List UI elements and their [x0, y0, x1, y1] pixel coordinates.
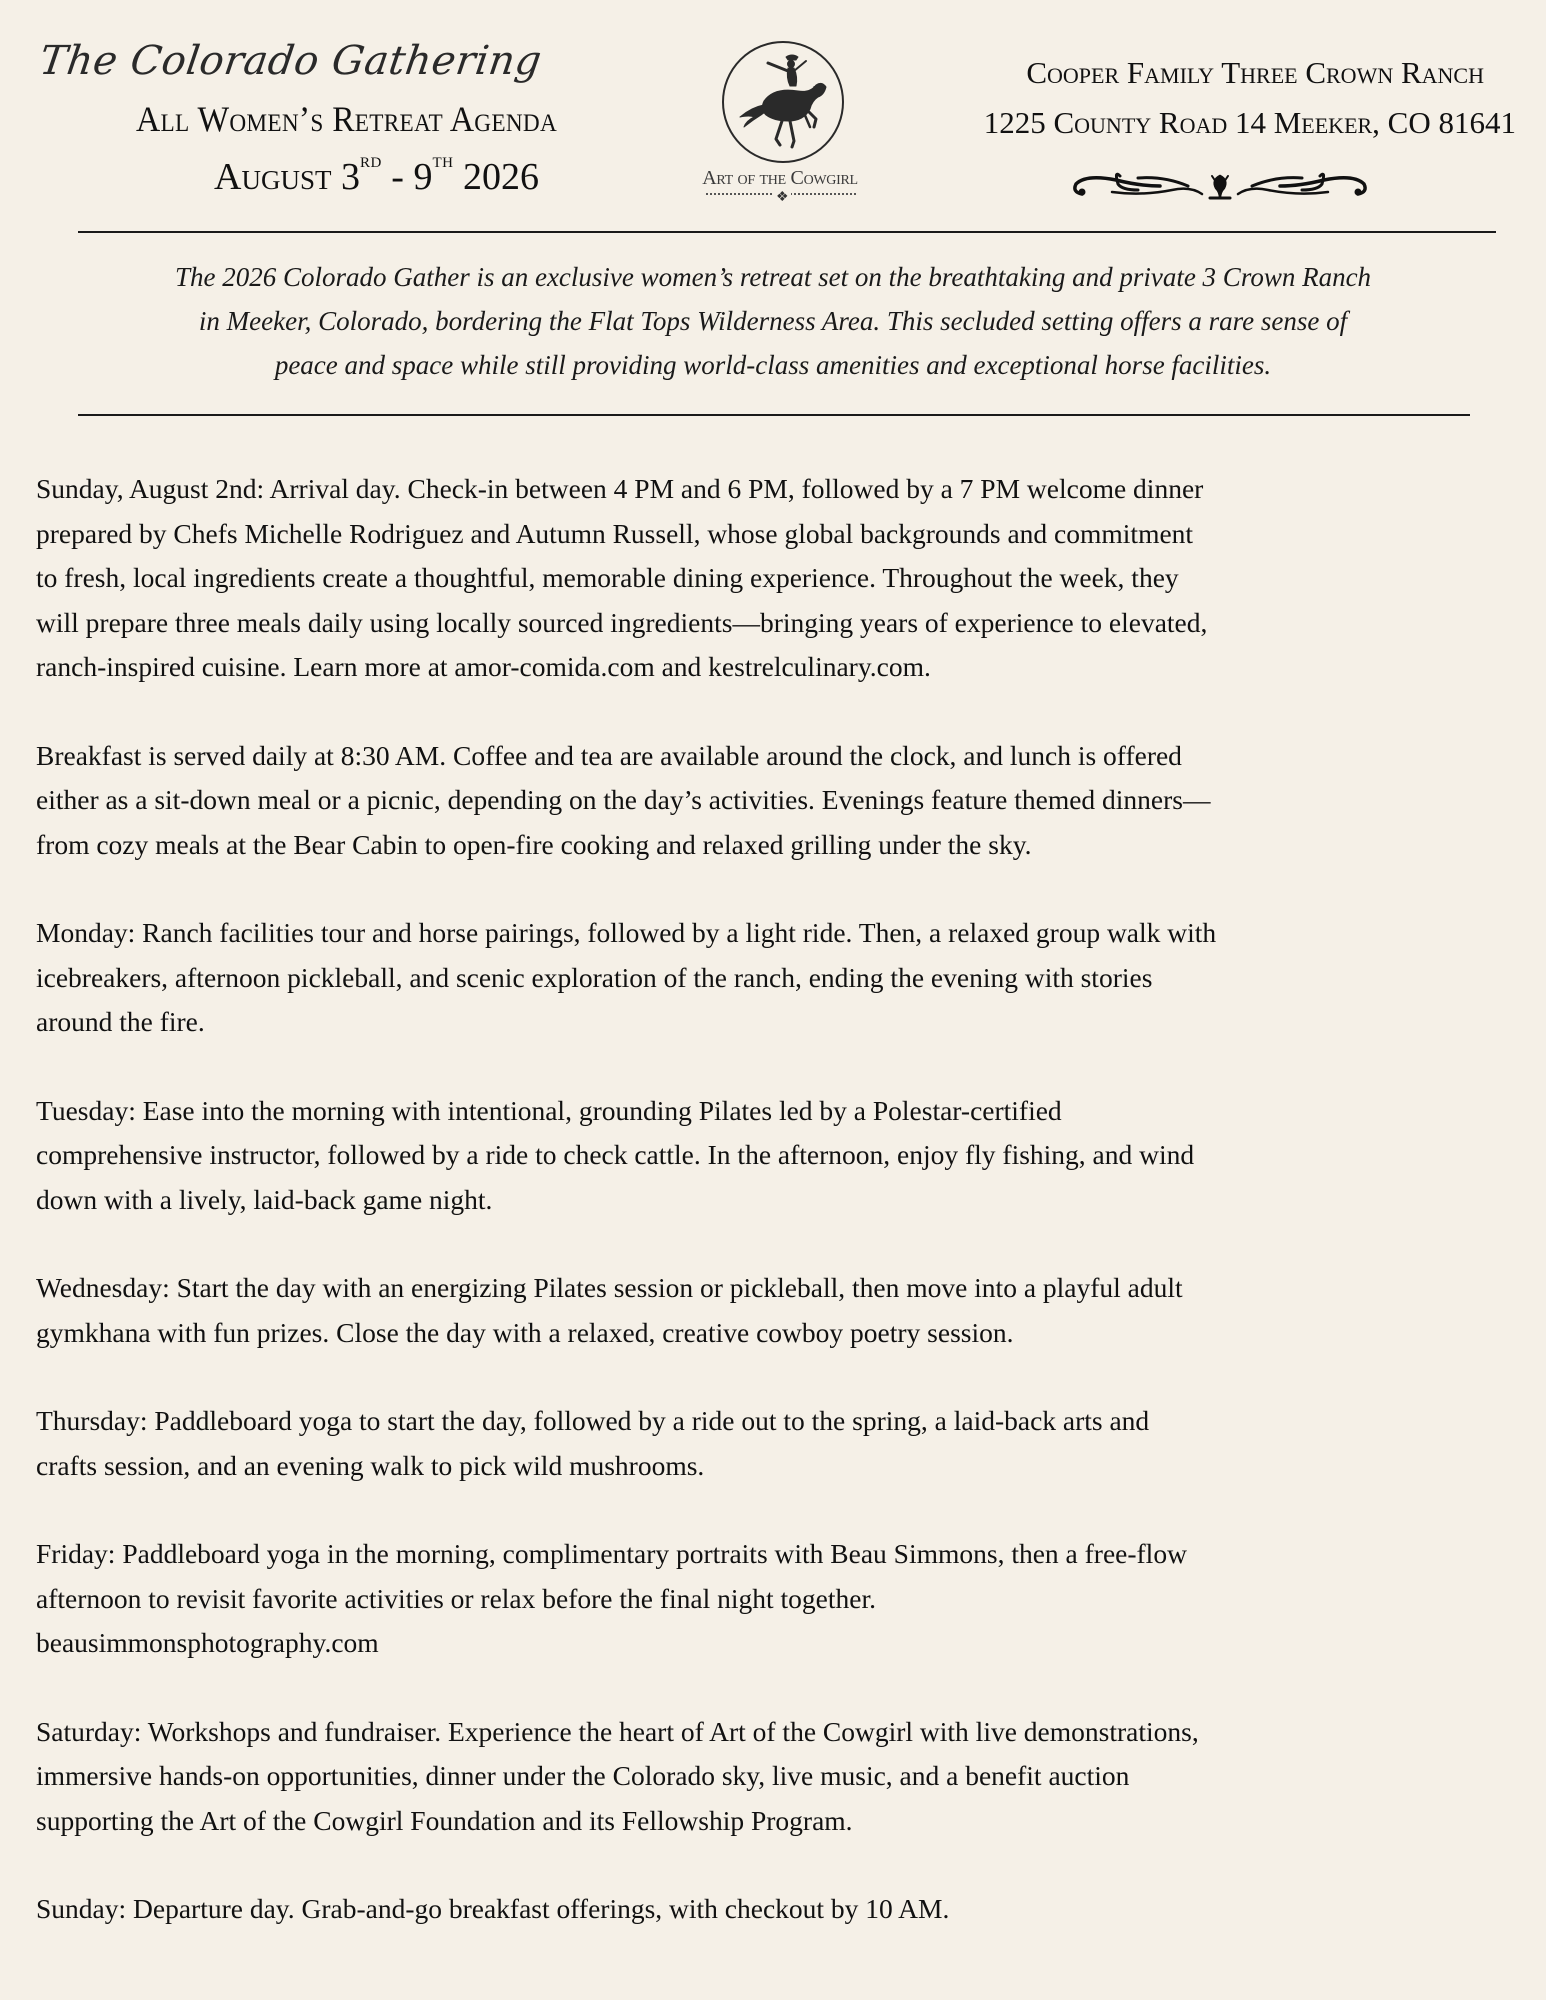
- dates-end-day: 9: [413, 156, 433, 198]
- agenda-line: Thursday: Paddleboard yoga to start the day, followed by a ride out to the spring, a laid-back arts and: [36, 1405, 1150, 1436]
- dates-month: August: [214, 156, 332, 198]
- agenda-line: Sunday: Departure day. Grab-and-go breakfast offerings, with checkout by 10 AM.: [36, 1893, 950, 1924]
- agenda-line: from cozy meals at the Bear Cabin to open-fire cooking and relaxed grilling under the sky.: [36, 828, 1032, 860]
- ranch-name: Cooper Family Three Crown Ranch: [1026, 55, 1484, 90]
- intro-paragraph: [40, 255, 1506, 387]
- page-header: [0, 0, 1546, 230]
- agenda-item-monday: [36, 911, 1526, 1045]
- agenda-line: will prepare three meals daily using locally sourced ingredients—bringing years of experience to elevated,: [36, 606, 1208, 638]
- logo-ornament-icon: ❖: [776, 190, 789, 205]
- agenda-line: comprehensive instructor, followed by a ride to check cattle. In the afternoon, enjoy fly fishing, and wind: [36, 1139, 1195, 1170]
- agenda-line: Friday: Paddleboard yoga in the morning, complimentary portraits with Beau Simmons, then a free-flow: [36, 1538, 1187, 1569]
- agenda-line: Monday: Ranch facilities tour and horse pairings, followed by a light ride. Then, a relaxed group walk with: [36, 917, 1217, 948]
- agenda-line: prepared by Chefs Michelle Rodriguez and Autumn Russell, whose global backgrounds and commitment: [36, 517, 1194, 549]
- agenda-item-meals: [36, 734, 1526, 868]
- agenda-line: around the fire.: [36, 1006, 205, 1037]
- art-of-the-cowgirl-logo: [680, 25, 880, 215]
- intro-line: peace and space while still providing world-class amenities and exceptional horse facilities.: [274, 350, 1272, 380]
- agenda-line: Saturday: Workshops and fundraiser. Experience the heart of Art of the Cowgirl with live demonstrations,: [36, 1715, 1199, 1747]
- dates-start-suffix: RD: [359, 155, 382, 171]
- agenda-line: Sunday, August 2nd: Arrival day. Check-in between 4 PM and 6 PM, followed by a 7 PM welcome dinner: [36, 473, 1204, 504]
- event-dates: [214, 155, 539, 199]
- agenda-line: ranch-inspired cuisine. Learn more at amor-comida.com and kestrelculinary.com.: [36, 651, 931, 682]
- agenda-line: Wednesday: Start the day with an energizing Pilates session or pickleball, then move into a playful adult: [36, 1272, 1183, 1303]
- dates-start-day: 3: [340, 156, 360, 198]
- agenda-item-wednesday: [36, 1266, 1526, 1355]
- agenda-line: immersive hands-on opportunities, dinner under the Colorado sky, live music, and a benefit auction: [36, 1760, 1130, 1791]
- dates-year: 2026: [462, 156, 539, 198]
- agenda-line: icebreakers, afternoon pickleball, and scenic exploration of the ranch, ending the evening with stories: [36, 961, 1153, 993]
- agenda-line: beausimmonsphotography.com: [36, 1627, 379, 1658]
- ranch-address: 1225 County Road 14 Meeker, CO 81641: [983, 105, 1516, 140]
- agenda-line: down with a lively, laid-back game night.: [36, 1183, 493, 1215]
- agenda-item-friday: [36, 1532, 1526, 1666]
- agenda-title: All Women’s Retreat Agenda: [136, 99, 558, 139]
- agenda-item-tuesday: [36, 1089, 1526, 1223]
- top-divider: [78, 231, 1496, 233]
- agenda-line: supporting the Art of the Cowgirl Foundation and its Fellowship Program.: [36, 1804, 853, 1836]
- agenda-item-arrival: [36, 467, 1526, 690]
- agenda-item-saturday: [36, 1710, 1526, 1844]
- bucking-horse-rider-icon: [724, 43, 842, 161]
- bottom-divider: [78, 414, 1470, 416]
- logo-text: Art of the Cowgirl: [702, 167, 858, 189]
- agenda-line: Tuesday: Ease into the morning with intentional, grounding Pilates led by a Polestar-certified: [36, 1094, 1062, 1126]
- dates-separator: -: [391, 156, 404, 198]
- agenda-line: crafts session, and an evening walk to pick wild mushrooms.: [36, 1449, 705, 1481]
- intro-line: in Meeker, Colorado, bordering the Flat Tops Wilderness Area. This secluded setting offers a rare sense of: [198, 306, 1348, 336]
- agenda-line: gymkhana with fun prizes. Close the day with a relaxed, creative cowboy poetry session.: [36, 1316, 1014, 1348]
- agenda-body: [36, 467, 1526, 1976]
- agenda-line: either as a sit-down meal or a picnic, depending on the day’s activities. Evenings feature themed dinners—: [36, 784, 1211, 815]
- agenda-line: afternoon to revisit favorite activities or relax before the final night together.: [36, 1582, 876, 1614]
- dates-end-suffix: TH: [432, 155, 454, 171]
- agenda-item-thursday: [36, 1399, 1526, 1488]
- agenda-line: to fresh, local ingredients create a thoughtful, memorable dining experience. Throughout the week, they: [36, 562, 1179, 593]
- scroll-flourish-icon: [1060, 168, 1380, 202]
- logo-circle: [722, 41, 844, 163]
- agenda-item-departure: [36, 1887, 1526, 1932]
- agenda-line: Breakfast is served daily at 8:30 AM. Coffee and tea are available around the clock, and lunch is offered: [36, 739, 1182, 771]
- intro-line: The 2026 Colorado Gather is an exclusive women’s retreat set on the breathtaking and private 3 Crown Ranch: [174, 262, 1372, 292]
- event-script-title: The Colorado Gathering: [36, 38, 545, 84]
